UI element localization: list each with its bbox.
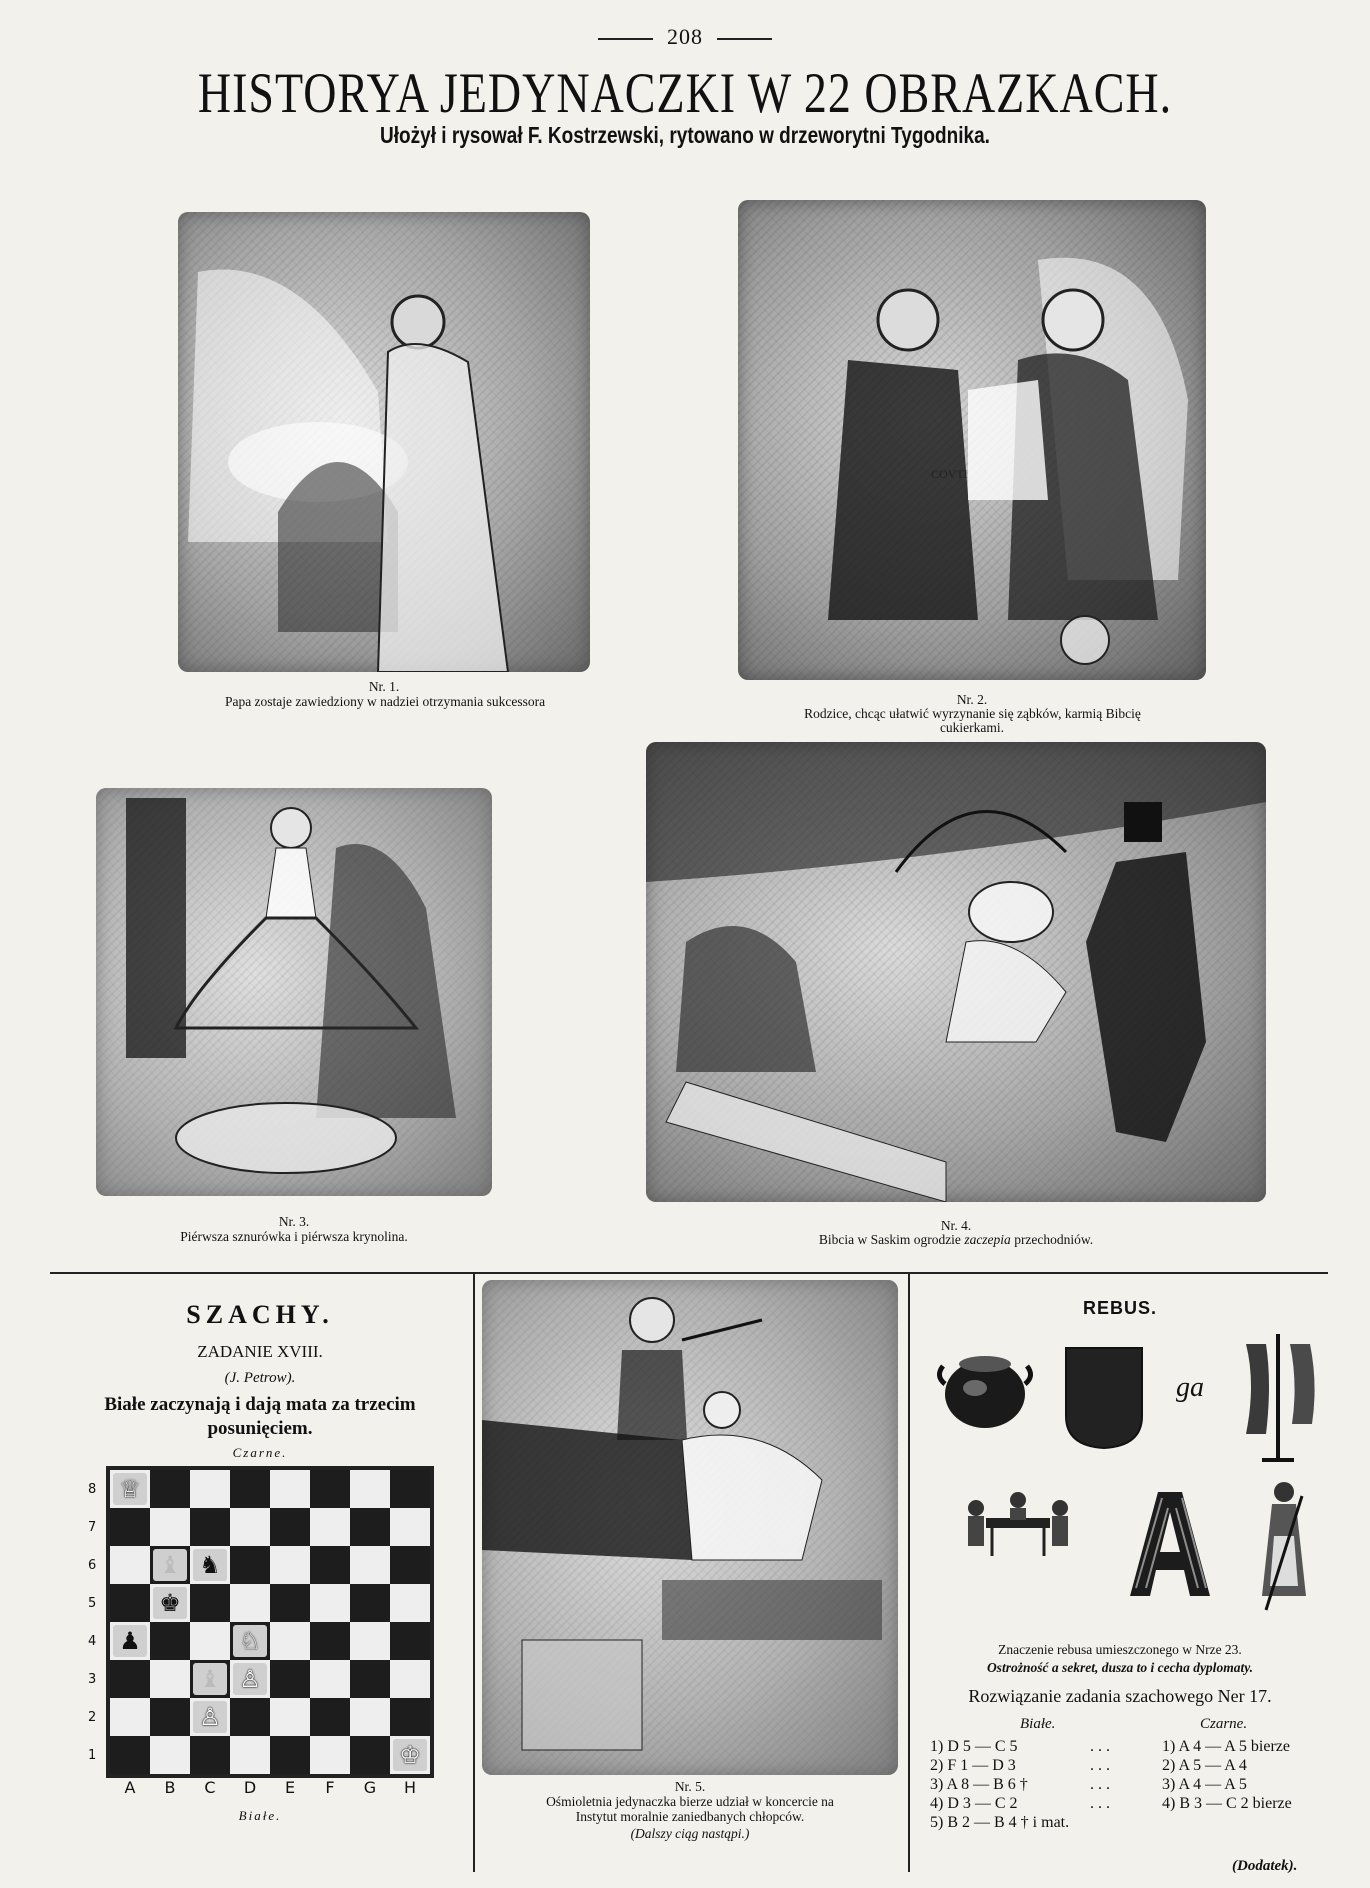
chess-rank-label: 3: [88, 1672, 97, 1687]
chess-file-label: F: [325, 1778, 335, 1797]
chess-square: [110, 1698, 150, 1736]
chess-square: [110, 1584, 150, 1622]
caption-number-3: Nr. 3.: [278, 1214, 310, 1229]
chess-square: [310, 1470, 350, 1508]
chess-square: [150, 1508, 190, 1546]
chess-square: [230, 1736, 270, 1774]
page-number-rule-right: [717, 38, 772, 40]
chess-rank-labels: [88, 1470, 104, 1774]
caption-3: Piérwsza sznurówka i piérwsza krynolina.: [180, 1229, 408, 1244]
chess-square: [270, 1736, 310, 1774]
solution-move-dots: . . .: [1090, 1776, 1110, 1793]
chess-square: [270, 1584, 310, 1622]
caption-number-1: Nr. 1.: [368, 679, 400, 694]
chess-piece: ♞: [193, 1549, 227, 1581]
chess-square: [270, 1546, 310, 1584]
solution-move-white: 4) D 3 — C 2: [930, 1795, 1018, 1812]
solution-white-heading: Białe.: [1020, 1716, 1056, 1732]
chess-square: [350, 1470, 390, 1508]
chess-solution-title: Rozwiązanie zadania szachowego Ner 17.: [968, 1686, 1272, 1706]
chess-file-label: E: [284, 1778, 296, 1797]
rebus-meaning-text: Ostrożność a sekret, dusza to i cecha dyplomaty.: [986, 1660, 1254, 1675]
illustration-1: [178, 212, 590, 672]
chess-rank-label: 8: [88, 1482, 97, 1497]
chess-square: [110, 1546, 150, 1584]
chess-square: [350, 1698, 390, 1736]
chess-square: [310, 1698, 350, 1736]
page-number-rule-left: [598, 38, 653, 40]
caption-1: Papa zostaje zawiedziony w nadziei otrzymania sukcessora: [224, 694, 546, 709]
illustration-3: [96, 788, 492, 1196]
chess-task-line2: posunięciem.: [207, 1418, 313, 1439]
chess-file-label: B: [164, 1778, 176, 1797]
illustration-4: [646, 742, 1266, 1202]
chess-rank-label: 1: [88, 1748, 97, 1763]
chess-square: [230, 1470, 270, 1508]
chess-piece: ♚: [153, 1587, 187, 1619]
chess-square: [350, 1508, 390, 1546]
solution-move-white: 2) F 1 — D 3: [930, 1757, 1016, 1774]
solution-move-white: 1) D 5 — C 5: [930, 1738, 1018, 1755]
column-rule-left: [473, 1272, 475, 1872]
page-subtitle: Ułożył i rysował F. Kostrzewski, rytowano w drzeworytni Tygodnika.: [380, 123, 990, 149]
chess-piece: ♟: [113, 1625, 147, 1657]
solution-move-black: 3) A 4 — A 5: [1162, 1776, 1247, 1793]
solution-black-heading: Czarne.: [1200, 1716, 1248, 1732]
footer-supplement: (Dodatek).: [1232, 1858, 1298, 1874]
chess-square: [390, 1470, 430, 1508]
caption-number-2: Nr. 2.: [956, 692, 988, 707]
chess-piece: ♝: [193, 1663, 227, 1695]
illustration-2: [738, 200, 1206, 680]
chess-square: [350, 1736, 390, 1774]
chess-square: [150, 1698, 190, 1736]
chess-square: [310, 1736, 350, 1774]
chess-file-label: D: [243, 1778, 257, 1797]
caption-5-line2: Instytut moralnie zaniedbanych chłopców.: [575, 1809, 805, 1824]
solution-move-white: 5) B 2 — B 4 † i mat.: [930, 1814, 1070, 1831]
chess-square: [390, 1546, 430, 1584]
chess-square: [270, 1622, 310, 1660]
chess-piece: ♔: [393, 1739, 427, 1771]
chess-square: [310, 1660, 350, 1698]
rebus-woman-broom-picture: [1244, 1476, 1324, 1616]
chess-square: [270, 1470, 310, 1508]
solution-move-black: 4) B 3 — C 2 bierze: [1162, 1795, 1292, 1812]
chess-rank-label: 6: [88, 1558, 97, 1573]
chess-square: [110, 1660, 150, 1698]
caption-5-continued: (Dalszy ciąg nastąpi.): [630, 1826, 750, 1841]
caption-number-4: Nr. 4.: [940, 1218, 972, 1233]
caption-5: Ośmioletnia jedynaczka bierze udział w koncercie na: [546, 1794, 834, 1809]
caption-2: Rodzice, chcąc ułatwić wyrzynanie się ząbków, karmią Bibcię: [804, 706, 1141, 721]
chess-file-label: G: [363, 1778, 377, 1797]
chess-problem: ZADANIE XVIII.: [197, 1342, 323, 1361]
chess-square: [390, 1660, 430, 1698]
chess-square: [230, 1584, 270, 1622]
chess-square: [150, 1622, 190, 1660]
chess-title: SZACHY.: [186, 1300, 334, 1329]
chess-square: [350, 1546, 390, 1584]
solution-move-dots: . . .: [1090, 1757, 1110, 1774]
chess-square: [190, 1470, 230, 1508]
chess-square: [390, 1584, 430, 1622]
chess-square: [270, 1698, 310, 1736]
rebus-letter-a-picture: [1126, 1488, 1214, 1598]
chess-white-label: Białe.: [238, 1808, 282, 1823]
chess-rank-label: 4: [88, 1634, 97, 1649]
chess-square: [310, 1584, 350, 1622]
page-number-text: 208: [667, 24, 703, 49]
rebus-card-players-picture: [956, 1480, 1080, 1560]
chess-black-label: Czarne.: [232, 1445, 288, 1460]
page-number: [0, 24, 1370, 50]
chess-piece: ♝: [153, 1549, 187, 1581]
chess-file-label: C: [204, 1778, 216, 1797]
candy-box-label: COVTI: [931, 467, 968, 481]
solution-move-black: 1) A 4 — A 5 bierze: [1162, 1738, 1290, 1755]
bottom-section-rule: [50, 1272, 1328, 1274]
caption-4-emphasis: zaczepia: [964, 1232, 1011, 1247]
solution-move-black: 2) A 5 — A 4: [1162, 1757, 1247, 1774]
chess-piece: ♙: [233, 1663, 267, 1695]
chess-piece: ♘: [233, 1625, 267, 1657]
solution-moves: [930, 1738, 1330, 1858]
chess-square: [350, 1660, 390, 1698]
chess-piece: ♕: [113, 1473, 147, 1505]
chess-square: [390, 1622, 430, 1660]
chess-rank-label: 7: [88, 1520, 97, 1535]
chess-square: [390, 1508, 430, 1546]
chess-square: [230, 1546, 270, 1584]
chess-square: [110, 1508, 150, 1546]
rebus-title: REBUS.: [1082, 1298, 1157, 1318]
chess-piece: ♙: [193, 1701, 227, 1733]
chess-rank-label: 5: [88, 1596, 97, 1611]
solution-move-dots: . . .: [1090, 1795, 1110, 1812]
chess-square: [310, 1622, 350, 1660]
chess-square: [150, 1470, 190, 1508]
solution-move-dots: . . .: [1090, 1738, 1110, 1755]
solution-move-white: 3) A 8 — B 6 †: [930, 1776, 1028, 1793]
column-rule-right: [908, 1272, 910, 1872]
chess-square: [190, 1508, 230, 1546]
chess-board: [106, 1466, 434, 1778]
chess-file-labels: [110, 1778, 430, 1800]
caption-number-5: Nr. 5.: [674, 1779, 706, 1794]
chess-square: [350, 1584, 390, 1622]
chess-square: [350, 1622, 390, 1660]
chess-square: [110, 1736, 150, 1774]
chess-square: [230, 1508, 270, 1546]
chess-file-label: H: [403, 1778, 417, 1797]
chess-task: Białe zaczynają i dają mata za trzecim: [104, 1394, 416, 1415]
chess-square: [390, 1698, 430, 1736]
caption-4: [646, 1232, 1266, 1247]
chess-square: [190, 1622, 230, 1660]
chess-square: [190, 1584, 230, 1622]
chess-square: [150, 1736, 190, 1774]
chess-square: [310, 1546, 350, 1584]
chess-file-label: A: [124, 1778, 136, 1797]
rebus-coat-stand-picture: [1226, 1324, 1330, 1464]
rebus-shield-picture: [1064, 1346, 1144, 1450]
chess-square: [230, 1698, 270, 1736]
rebus-meaning-title: Znaczenie rebusa umieszczonego w Nrze 23.: [998, 1642, 1242, 1657]
caption-4-part-a: Bibcia w Saskim ogrodzie: [818, 1232, 965, 1247]
caption-2-line2: cukierkami.: [939, 720, 1005, 735]
rebus-pot-picture: [935, 1336, 1035, 1436]
rebus-syllable: ga: [1176, 1372, 1204, 1403]
chess-square: [190, 1736, 230, 1774]
chess-square: [150, 1660, 190, 1698]
chess-rank-label: 2: [88, 1710, 97, 1725]
chess-square: [270, 1508, 310, 1546]
caption-4-part-b: przechodniów.: [1010, 1232, 1094, 1247]
chess-square: [270, 1660, 310, 1698]
chess-square: [310, 1508, 350, 1546]
chess-author: (J. Petrow).: [224, 1370, 296, 1386]
illustration-5: [482, 1280, 898, 1775]
page-title: HISTORYA JEDYNACZKI W 22 OBRAZKACH.: [197, 60, 1173, 125]
